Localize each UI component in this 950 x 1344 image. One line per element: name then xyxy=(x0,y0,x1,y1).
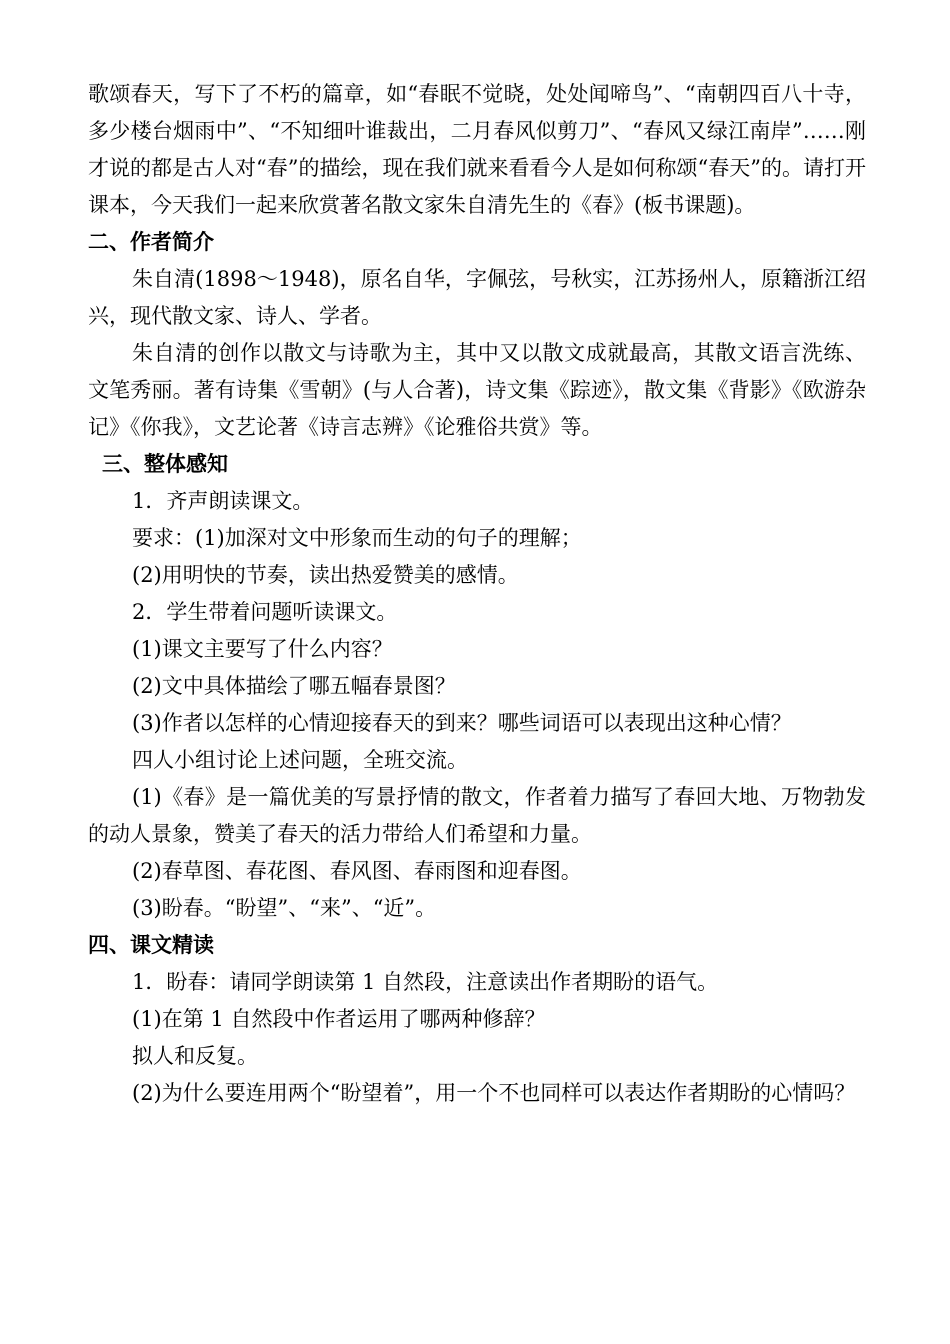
overview-line: (2)文中具体描绘了哪五幅春景图？ xyxy=(132,674,456,698)
overview-line: (1)课文主要写了什么内容？ xyxy=(132,637,393,661)
overview-answer: (3)盼春。“盼望”、“来”、“近”。 xyxy=(132,896,437,920)
reading-line: (2)为什么要连用两个“盼望着”，用一个不也同样可以表达作者期盼的心情吗？ xyxy=(132,1081,856,1105)
intro-paragraph: 歌颂春天，写下了不朽的篇章，如“春眠不觉晓，处处闻啼鸟”、“南朝四百八十寺，多少楼台烟雨中”、“不知细叶谁裁出，二月春风似剪刀”、“春风又绿江南岸”……刚才说的都是古人对“春”的描绘，现在我们就来看看今人是如何称颂“春天”的。请打开课本，今天我们一起来欣赏著名散文家朱自清先生的《春》(板书课题)。 xyxy=(88,82,866,217)
author-paragraph-2: 朱自清的创作以散文与诗歌为主，其中又以散文成就最高，其散文语言洗练、文笔秀丽。著有诗集《雪朝》(与人合著)，诗文集《踪迹》，散文集《背影》《欧游杂记》《你我》，文艺论著《诗言志辨》《论雅俗共赏》等。 xyxy=(88,341,866,439)
overview-line: 1．齐声朗读课文。 xyxy=(132,489,314,513)
section-heading-author: 二、作者简介 xyxy=(88,230,214,254)
author-paragraph-1: 朱自清(1898～1948)，原名自华，字佩弦，号秋实，江苏扬州人，原籍浙江绍兴，现代散文家、诗人、学者。 xyxy=(88,267,866,328)
overview-answer: (1)《春》是一篇优美的写景抒情的散文，作者着力描写了春回大地、万物勃发的动人景象，赞美了春天的活力带给人们希望和力量。 xyxy=(88,785,866,846)
overview-answer: (2)春草图、春花图、春风图、春雨图和迎春图。 xyxy=(132,859,582,883)
section-heading-overview: 三、整体感知 xyxy=(102,452,228,476)
overview-line: 四人小组讨论上述问题，全班交流。 xyxy=(132,748,468,772)
reading-line: 拟人和反复。 xyxy=(132,1044,258,1068)
reading-line: (1)在第 1 自然段中作者运用了哪两种修辞？ xyxy=(132,1007,546,1031)
overview-line: 要求：(1)加深对文中形象而生动的句子的理解； xyxy=(132,526,582,550)
reading-line: 1．盼春：请同学朗读第 1 自然段，注意读出作者期盼的语气。 xyxy=(132,970,719,994)
overview-line: 2．学生带着问题听读课文。 xyxy=(132,600,398,624)
overview-line: (3)作者以怎样的心情迎接春天的到来？哪些词语可以表现出这种心情？ xyxy=(132,711,792,735)
section-heading-reading: 四、课文精读 xyxy=(88,933,214,957)
overview-line: (2)用明快的节奏，读出热爱赞美的感情。 xyxy=(132,563,519,587)
